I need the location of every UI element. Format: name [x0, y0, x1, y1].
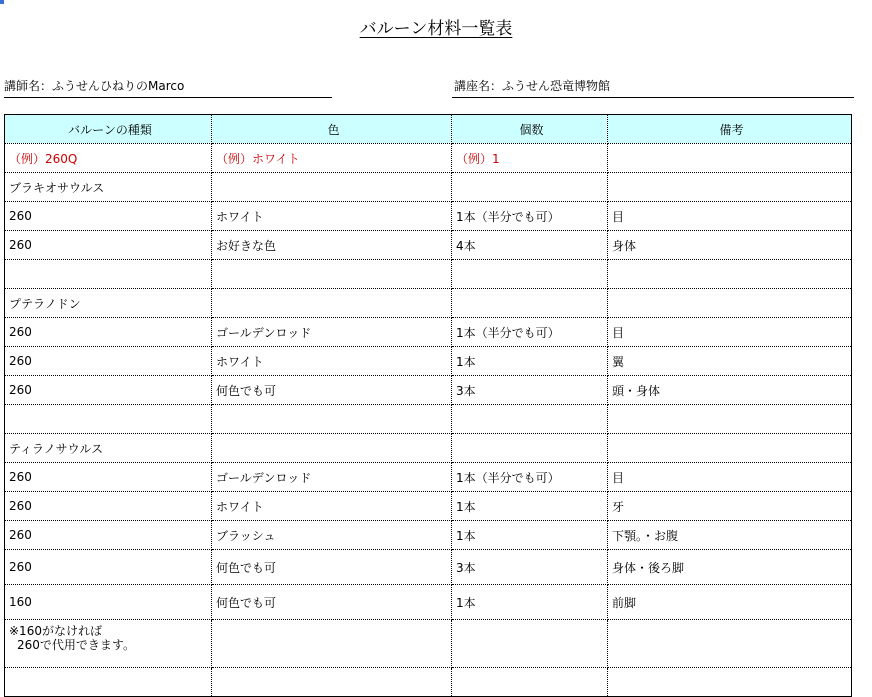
cell-type: プテラノドン [5, 289, 212, 318]
cell-color [212, 620, 452, 668]
cell-color: ブラッシュ [212, 521, 452, 550]
cell-quantity: 1本 [452, 347, 608, 376]
table-row [5, 260, 852, 289]
instructor-label: 講師名：ふうせんひねりのMarco [4, 79, 185, 93]
cell-quantity [452, 260, 608, 289]
cell-color: ゴールデンロッド [212, 463, 452, 492]
example-color: （例）ホワイト [212, 144, 452, 173]
table-row [5, 463, 852, 492]
table-row [5, 550, 852, 585]
cell-type: 260 [5, 318, 212, 347]
cell-color: ホワイト [212, 347, 452, 376]
table-row [5, 347, 852, 376]
cell-quantity [452, 668, 608, 697]
cell-color [212, 405, 452, 434]
cell-color: ゴールデンロッド [212, 318, 452, 347]
instructor-field [4, 75, 332, 98]
header-balloon-type: バルーンの種類 [5, 115, 212, 144]
note-line-2: 260で代用できます。 [17, 638, 135, 652]
table-row [5, 231, 852, 260]
cell-quantity: 1本 [452, 492, 608, 521]
table-row [5, 318, 852, 347]
cell-type: 260 [5, 492, 212, 521]
example-notes [608, 144, 852, 173]
table-row [5, 173, 852, 202]
cell-type: 260 [5, 376, 212, 405]
table-row [5, 492, 852, 521]
cell-quantity [452, 434, 608, 463]
header-notes: 備考 [608, 115, 852, 144]
cell-color: 何色でも可 [212, 550, 452, 585]
note-row [5, 620, 852, 668]
cell-color: ホワイト [212, 492, 452, 521]
example-type: （例）260Q [5, 144, 212, 173]
header-row [5, 115, 852, 144]
cell-notes [608, 668, 852, 697]
cell-type: ブラキオサウルス [5, 173, 212, 202]
cell-quantity: 1本 [452, 585, 608, 620]
cell-anchor-marker [0, 0, 4, 4]
cell-notes: 目 [608, 318, 852, 347]
cell-notes: 頭・身体 [608, 376, 852, 405]
cell-notes: 目 [608, 463, 852, 492]
course-label: 講座名：ふうせん恐竜博物館 [454, 79, 611, 93]
example-quantity: （例）1 [452, 144, 608, 173]
cell-color: 何色でも可 [212, 376, 452, 405]
cell-quantity [452, 405, 608, 434]
table-row [5, 376, 852, 405]
cell-type: 260 [5, 202, 212, 231]
header-quantity: 個数 [452, 115, 608, 144]
cell-color [212, 434, 452, 463]
table-row [5, 585, 852, 620]
cell-color [212, 260, 452, 289]
cell-quantity: 1本（半分でも可） [452, 202, 608, 231]
page-title: バルーン材料一覧表 [359, 19, 513, 39]
cell-notes: 身体 [608, 231, 852, 260]
example-row [5, 144, 852, 173]
cell-quantity [452, 289, 608, 318]
cell-quantity: 3本 [452, 376, 608, 405]
cell-type: 260 [5, 231, 212, 260]
table-row [5, 405, 852, 434]
table-row [5, 521, 852, 550]
cell-quantity: 1本 [452, 521, 608, 550]
table-row [5, 434, 852, 463]
cell-notes [608, 260, 852, 289]
note-cell [5, 620, 212, 668]
note-line-1: ※160がなければ [9, 624, 102, 638]
cell-quantity [452, 173, 608, 202]
cell-type [5, 405, 212, 434]
cell-color [212, 173, 452, 202]
cell-notes: 翼 [608, 347, 852, 376]
cell-color [212, 289, 452, 318]
cell-type: 260 [5, 463, 212, 492]
cell-notes [608, 289, 852, 318]
cell-quantity: 3本 [452, 550, 608, 585]
cell-type: 160 [5, 585, 212, 620]
cell-type: 260 [5, 521, 212, 550]
cell-notes [608, 173, 852, 202]
cell-type: 260 [5, 550, 212, 585]
cell-type: 260 [5, 347, 212, 376]
cell-quantity: 1本（半分でも可） [452, 318, 608, 347]
cell-notes [608, 620, 852, 668]
cell-color: お好きな色 [212, 231, 452, 260]
cell-color: ホワイト [212, 202, 452, 231]
cell-notes: 前脚 [608, 585, 852, 620]
cell-notes: 身体・後ろ脚 [608, 550, 852, 585]
cell-notes: 牙 [608, 492, 852, 521]
cell-notes [608, 405, 852, 434]
cell-quantity [452, 620, 608, 668]
cell-type: ティラノサウルス [5, 434, 212, 463]
cell-type [5, 260, 212, 289]
course-field [452, 75, 854, 98]
cell-color [212, 668, 452, 697]
table-row [5, 289, 852, 318]
cell-type [5, 668, 212, 697]
cell-quantity: 4本 [452, 231, 608, 260]
cell-notes: 下顎。・お腹 [608, 521, 852, 550]
header-color: 色 [212, 115, 452, 144]
table-row [5, 202, 852, 231]
table-row [5, 668, 852, 697]
cell-color: 何色でも可 [212, 585, 452, 620]
cell-notes [608, 434, 852, 463]
materials-table [4, 114, 852, 697]
cell-quantity: 1本（半分でも可） [452, 463, 608, 492]
cell-notes: 目 [608, 202, 852, 231]
